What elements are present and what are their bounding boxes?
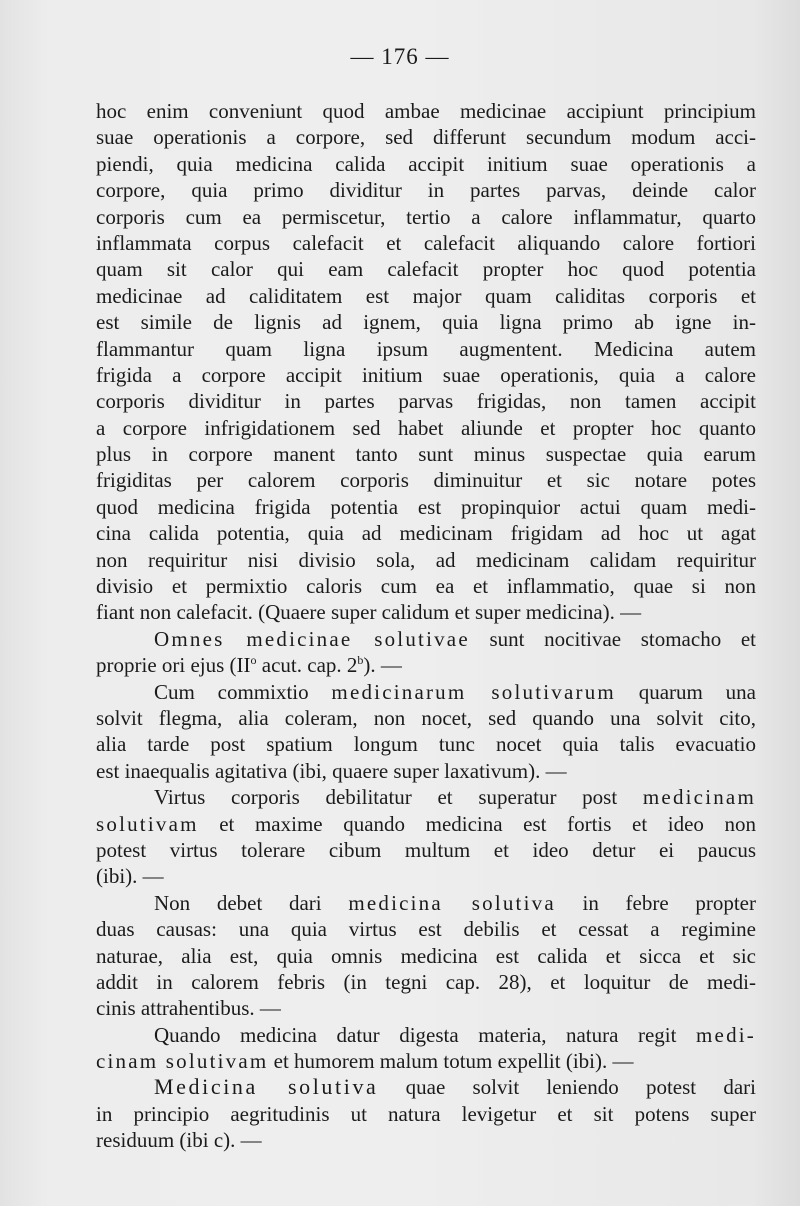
text-span: acut. cap. 2 bbox=[256, 653, 358, 678]
text-line bbox=[96, 784, 756, 810]
body-text bbox=[96, 98, 756, 1154]
text-span: Quando medicina datur digesta materia, natura regit bbox=[154, 1022, 697, 1047]
text-line: frigiditas per calorem corporis diminuitur et sic notare potes bbox=[96, 468, 756, 493]
text-line bbox=[96, 1048, 756, 1074]
text-span: in febre propter bbox=[555, 890, 756, 915]
text-line bbox=[96, 1022, 756, 1048]
text-line: corporis cum ea permiscetur, tertio a calore inflammatur, quarto bbox=[96, 204, 756, 229]
text-line: est simile de lignis ad ignem, quia ligna primo ab igne in- bbox=[96, 310, 756, 335]
text-line bbox=[96, 890, 756, 916]
text-line bbox=[96, 626, 756, 652]
text-line: quod medicina frigida potentia est propinquior actui quam medi- bbox=[96, 494, 756, 519]
text-span: quae solvit leniendo potest dari bbox=[378, 1075, 756, 1100]
spaced-term: medicinam bbox=[642, 785, 756, 810]
text-line bbox=[96, 679, 756, 705]
text-line: divisio et permixtio caloris cum ea et inflammatio, quae si non bbox=[96, 574, 756, 599]
page-number: — 176 — bbox=[350, 44, 450, 69]
text-span: et maxime quando medicina est fortis et ideo non bbox=[198, 811, 756, 836]
spaced-term: medi- bbox=[696, 1022, 756, 1047]
superscript: b bbox=[357, 653, 364, 668]
text-line: residuum (ibi c). — bbox=[96, 1128, 262, 1153]
text-span: proprie ori ejus (II bbox=[96, 653, 251, 678]
text-line: medicinae ad caliditatem est major quam caliditas corporis et bbox=[96, 283, 756, 308]
text-span: ). — bbox=[363, 653, 402, 678]
text-line: naturae, alia est, quia omnis medicina est calida et sicca et sic bbox=[96, 943, 756, 968]
superscript: o bbox=[250, 653, 257, 668]
text-line: corpore, quia primo dividitur in partes parvas, deinde calor bbox=[96, 178, 756, 203]
text-line: alia tarde post spatium longum tunc nocet quia talis evacuatio bbox=[96, 732, 756, 757]
text-span: sunt nocitivae stomacho et bbox=[469, 626, 756, 651]
text-line: plus in corpore manent tanto sunt minus suspectae quia earum bbox=[96, 442, 756, 467]
text-line: duas causas: una quia virtus est debilis et cessat a regimine bbox=[96, 917, 756, 942]
text-line bbox=[96, 811, 756, 837]
text-line: frigida a corpore accipit initium suae operationis, quia a calore bbox=[96, 362, 756, 387]
spaced-term: cinam solutivam bbox=[96, 1049, 269, 1074]
text-line: cinis attrahentibus. — bbox=[96, 996, 281, 1021]
spaced-term: medicina solutiva bbox=[348, 890, 556, 915]
text-line: piendi, quia medicina calida accipit initium suae operationis a bbox=[96, 151, 756, 176]
text-span: quarum una bbox=[615, 679, 756, 704]
text-line: fiant non calefacit. (Quaere super calidum et super medicina). — bbox=[96, 600, 642, 625]
text-span: Virtus corporis debilitatur et superatur post bbox=[154, 785, 643, 810]
text-line: flammantur quam ligna ipsum augmentent. Medicina autem bbox=[96, 336, 756, 361]
text-span: Non debet dari bbox=[154, 890, 349, 915]
text-line: a corpore infrigidationem sed habet aliunde et propter hoc quanto bbox=[96, 415, 756, 440]
text-line: hoc enim conveniunt quod ambae medicinae accipiunt principium bbox=[96, 99, 756, 123]
text-line bbox=[96, 1074, 756, 1100]
text-line: addit in calorem febris (in tegni cap. 28), et loquitur de medi- bbox=[96, 969, 756, 994]
spaced-term: solutivam bbox=[96, 811, 199, 836]
text-line: quam sit calor qui eam calefacit propter hoc quod potentia bbox=[96, 257, 756, 282]
spaced-term: Medicina solutiva bbox=[154, 1074, 379, 1100]
text-line: est inaequalis agitativa (ibi, quaere super laxativum). — bbox=[96, 758, 567, 783]
text-line: in principio aegritudinis ut natura levigetur et sit potens super bbox=[96, 1101, 756, 1126]
text-line: inflammata corpus calefacit et calefacit aliquando calore fortiori bbox=[96, 230, 756, 255]
text-line: suae operationis a corpore, sed differunt secundum modum acci- bbox=[96, 125, 756, 150]
text-line: (ibi). — bbox=[96, 864, 164, 889]
text-line bbox=[96, 652, 756, 678]
text-line: solvit flegma, alia coleram, non nocet, sed quando una solvit cito, bbox=[96, 705, 756, 730]
spaced-term: Omnes medicinae solutivae bbox=[154, 626, 470, 651]
text-line: corporis dividitur in partes parvas frigidas, non tamen accipit bbox=[96, 389, 756, 414]
text-line: potest virtus tolerare cibum multum et ideo detur ei paucus bbox=[96, 837, 756, 862]
text-span: Cum commixtio bbox=[154, 679, 332, 704]
text-line: non requiritur nisi divisio sola, ad medicinam calidam requiritur bbox=[96, 547, 756, 572]
text-line: cina calida potentia, quia ad medicinam frigidam ad hoc ut agat bbox=[96, 521, 756, 546]
spaced-term: medicinarum solutivarum bbox=[331, 679, 616, 704]
text-span: et humorem malum totum expellit (ibi). — bbox=[268, 1049, 634, 1074]
